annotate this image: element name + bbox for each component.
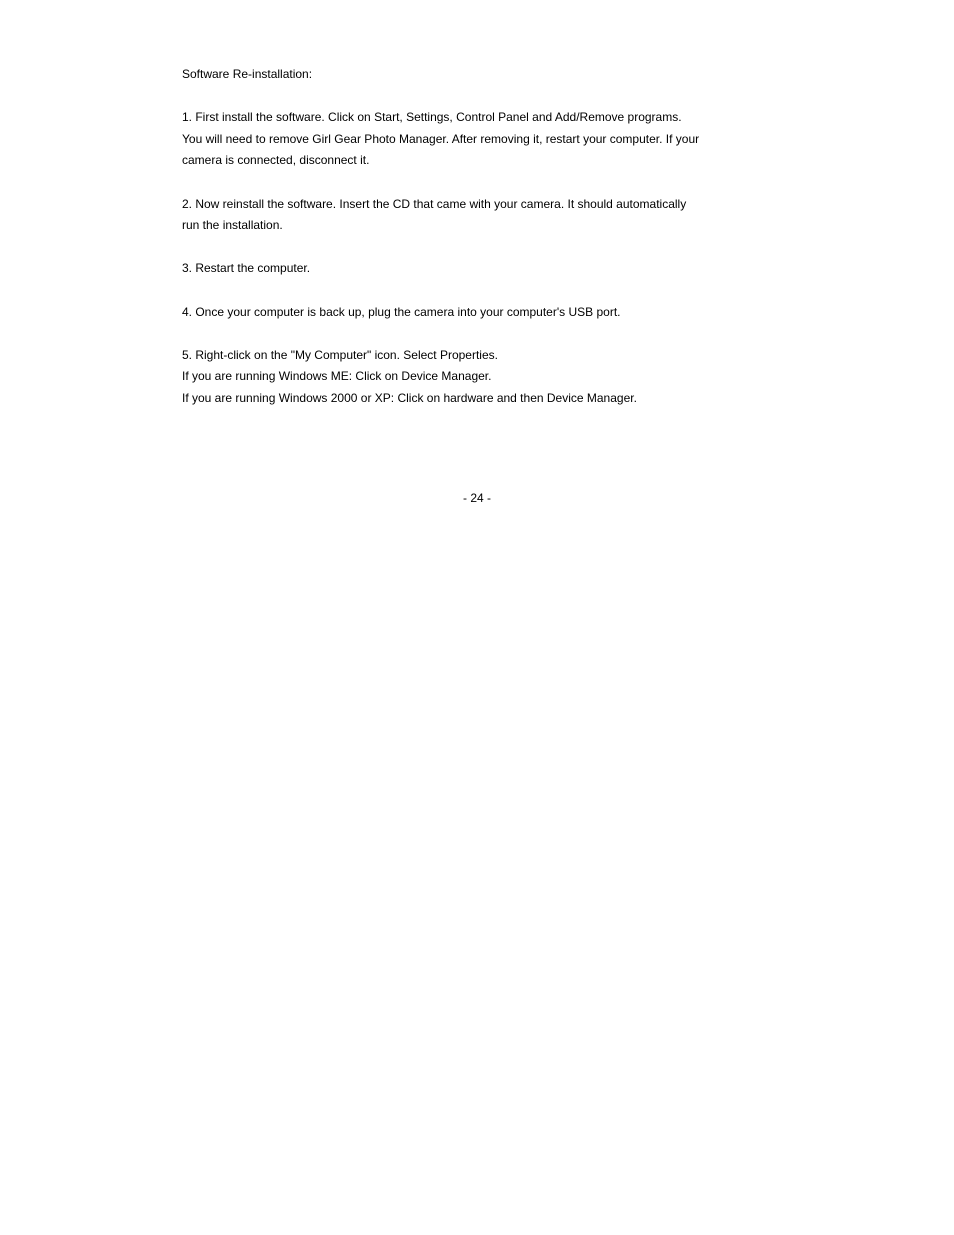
step-1-line-2: You will need to remove Girl Gear Photo Manager. After removing it, restart your computer. If your	[182, 131, 700, 146]
step-2	[182, 194, 742, 237]
page-number: - 24 -	[462, 491, 491, 505]
step-5	[182, 345, 742, 410]
step-3-line-1: 3. Restart the computer.	[182, 261, 311, 276]
step-5-line-2: If you are running Windows ME: Click on Device Manager.	[182, 369, 492, 384]
step-1	[182, 107, 742, 172]
step-3	[182, 258, 742, 280]
step-4-line-1: 4. Once your computer is back up, plug the camera into your computer's USB port.	[182, 304, 621, 319]
section-heading: Software Re-installation:	[182, 67, 313, 81]
step-1-line-1: 1. First install the software. Click on Start, Settings, Control Panel and Add/Remove programs.	[182, 110, 682, 125]
instructions-body	[182, 64, 742, 410]
step-4	[182, 302, 742, 324]
step-2-line-2: run the installation.	[182, 218, 283, 233]
step-2-line-1: 2. Now reinstall the software. Insert the CD that came with your camera. It should automatically	[182, 196, 687, 211]
step-5-line-1: 5. Right-click on the "My Computer" icon. Select Properties.	[182, 347, 498, 362]
step-5-line-3: If you are running Windows 2000 or XP: Click on hardware and then Device Manager.	[182, 390, 637, 405]
step-1-line-3: camera is connected, disconnect it.	[182, 153, 370, 168]
